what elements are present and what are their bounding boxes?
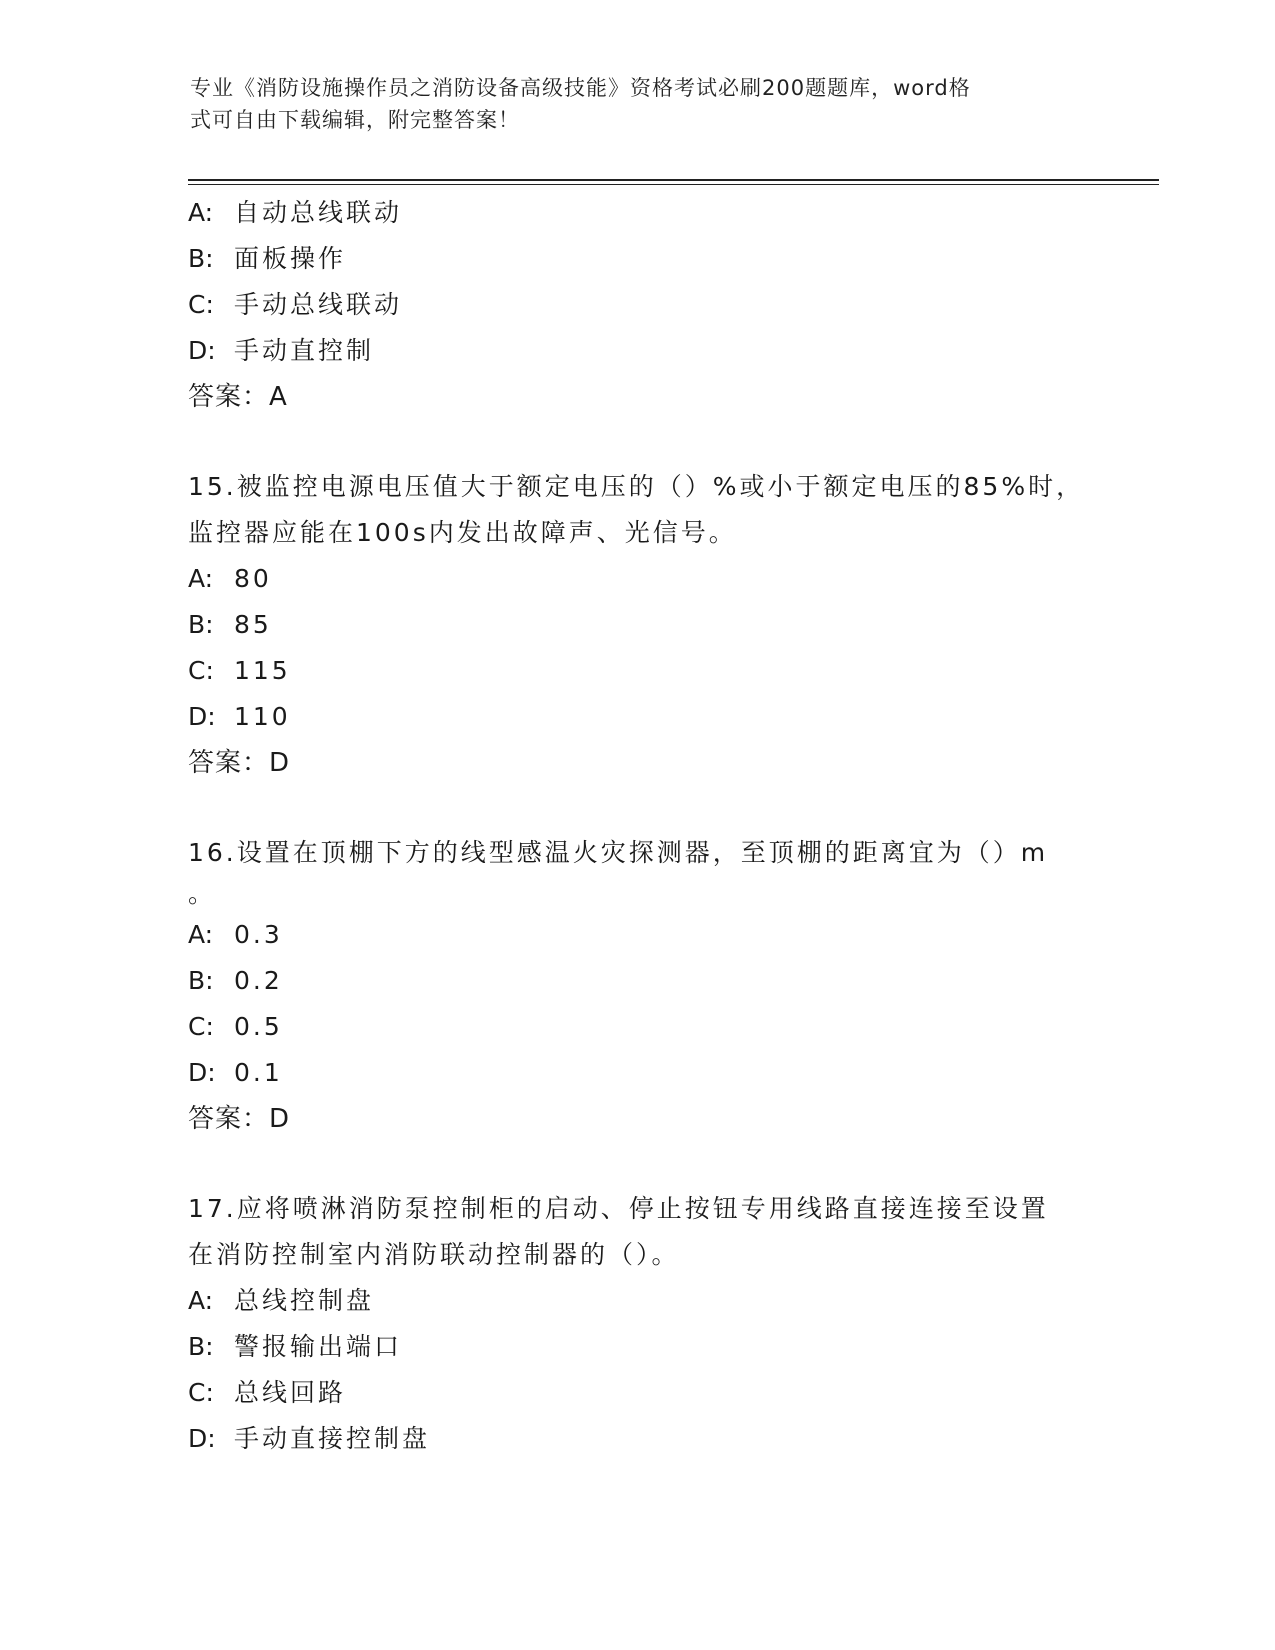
- question-line: 监控器应能在100s内发出故障声、光信号。: [188, 518, 737, 547]
- header-line-1: 专业《消防设施操作员之消防设备高级技能》资格考试必刷200题题库，word格: [190, 76, 971, 100]
- option-letter: D:: [188, 702, 216, 731]
- option-letter: C:: [188, 290, 214, 319]
- question-15-text: [188, 464, 1088, 556]
- option-d: [188, 1050, 1088, 1096]
- option-letter: B:: [188, 1332, 214, 1361]
- question-16-block: [188, 830, 1088, 1142]
- option-text: 0.5: [234, 1012, 283, 1041]
- option-text: 警报输出端口: [234, 1332, 403, 1361]
- option-b: [188, 602, 1088, 648]
- option-letter: D:: [188, 336, 216, 365]
- option-text: 115: [234, 656, 291, 685]
- option-text: 110: [234, 702, 291, 731]
- option-text: 0.2: [234, 966, 283, 995]
- question-line: 。: [188, 879, 217, 908]
- option-text: 面板操作: [234, 244, 347, 273]
- option-letter: C:: [188, 656, 214, 685]
- option-d: [188, 694, 1088, 740]
- option-text: 自动总线联动: [234, 198, 403, 227]
- option-text: 手动直接控制盘: [234, 1424, 431, 1453]
- option-letter: A:: [188, 1286, 214, 1315]
- option-b: [188, 236, 1088, 282]
- option-letter: D:: [188, 1424, 216, 1453]
- option-text: 总线回路: [234, 1378, 347, 1407]
- question-list: [188, 190, 1088, 1462]
- option-text: 85: [234, 610, 272, 639]
- answer-line: 答案：D: [188, 748, 291, 778]
- option-letter: A:: [188, 564, 214, 593]
- option-text: 手动总线联动: [234, 290, 403, 319]
- option-text: 0.3: [234, 920, 283, 949]
- option-d: [188, 1416, 1088, 1462]
- option-c: [188, 1004, 1088, 1050]
- option-text: 0.1: [234, 1058, 283, 1087]
- option-c: [188, 282, 1088, 328]
- question-17-block: [188, 1186, 1088, 1462]
- question-line: 16.设置在顶棚下方的线型感温火灾探测器，至顶棚的距离宜为（）m: [188, 838, 1049, 867]
- header-line-2: 式可自由下载编辑，附完整答案！: [190, 108, 520, 132]
- option-c: [188, 1370, 1088, 1416]
- question-line: 15.被监控电源电压值大于额定电压的（）%或小于额定电压的85%时，: [188, 472, 1085, 501]
- option-a: [188, 912, 1088, 958]
- question-16-text: [188, 830, 1088, 912]
- option-d: [188, 328, 1088, 374]
- option-text: 总线控制盘: [234, 1286, 375, 1315]
- question-14-block: [188, 190, 1088, 420]
- option-text: 80: [234, 564, 272, 593]
- option-a: [188, 1278, 1088, 1324]
- option-b: [188, 958, 1088, 1004]
- answer-line: 答案：D: [188, 1104, 291, 1134]
- option-a: [188, 556, 1088, 602]
- option-b: [188, 1324, 1088, 1370]
- option-a: [188, 190, 1088, 236]
- answer-line: 答案：A: [188, 382, 288, 412]
- option-text: 手动直控制: [234, 336, 375, 365]
- question-line: 17.应将喷淋消防泵控制柜的启动、停止按钮专用线路直接连接至设置: [188, 1194, 1049, 1223]
- option-letter: B:: [188, 610, 214, 639]
- option-letter: A:: [188, 920, 214, 949]
- document-header: [190, 72, 1090, 136]
- option-letter: A:: [188, 198, 214, 227]
- option-c: [188, 648, 1088, 694]
- option-letter: B:: [188, 244, 214, 273]
- question-15-block: [188, 464, 1088, 786]
- option-letter: B:: [188, 966, 214, 995]
- option-letter: C:: [188, 1012, 214, 1041]
- header-rule-thick: [188, 179, 1159, 181]
- option-letter: C:: [188, 1378, 214, 1407]
- question-line: 在消防控制室内消防联动控制器的（）。: [188, 1240, 680, 1269]
- header-rule-thin: [188, 184, 1159, 185]
- option-letter: D:: [188, 1058, 216, 1087]
- question-17-text: [188, 1186, 1088, 1278]
